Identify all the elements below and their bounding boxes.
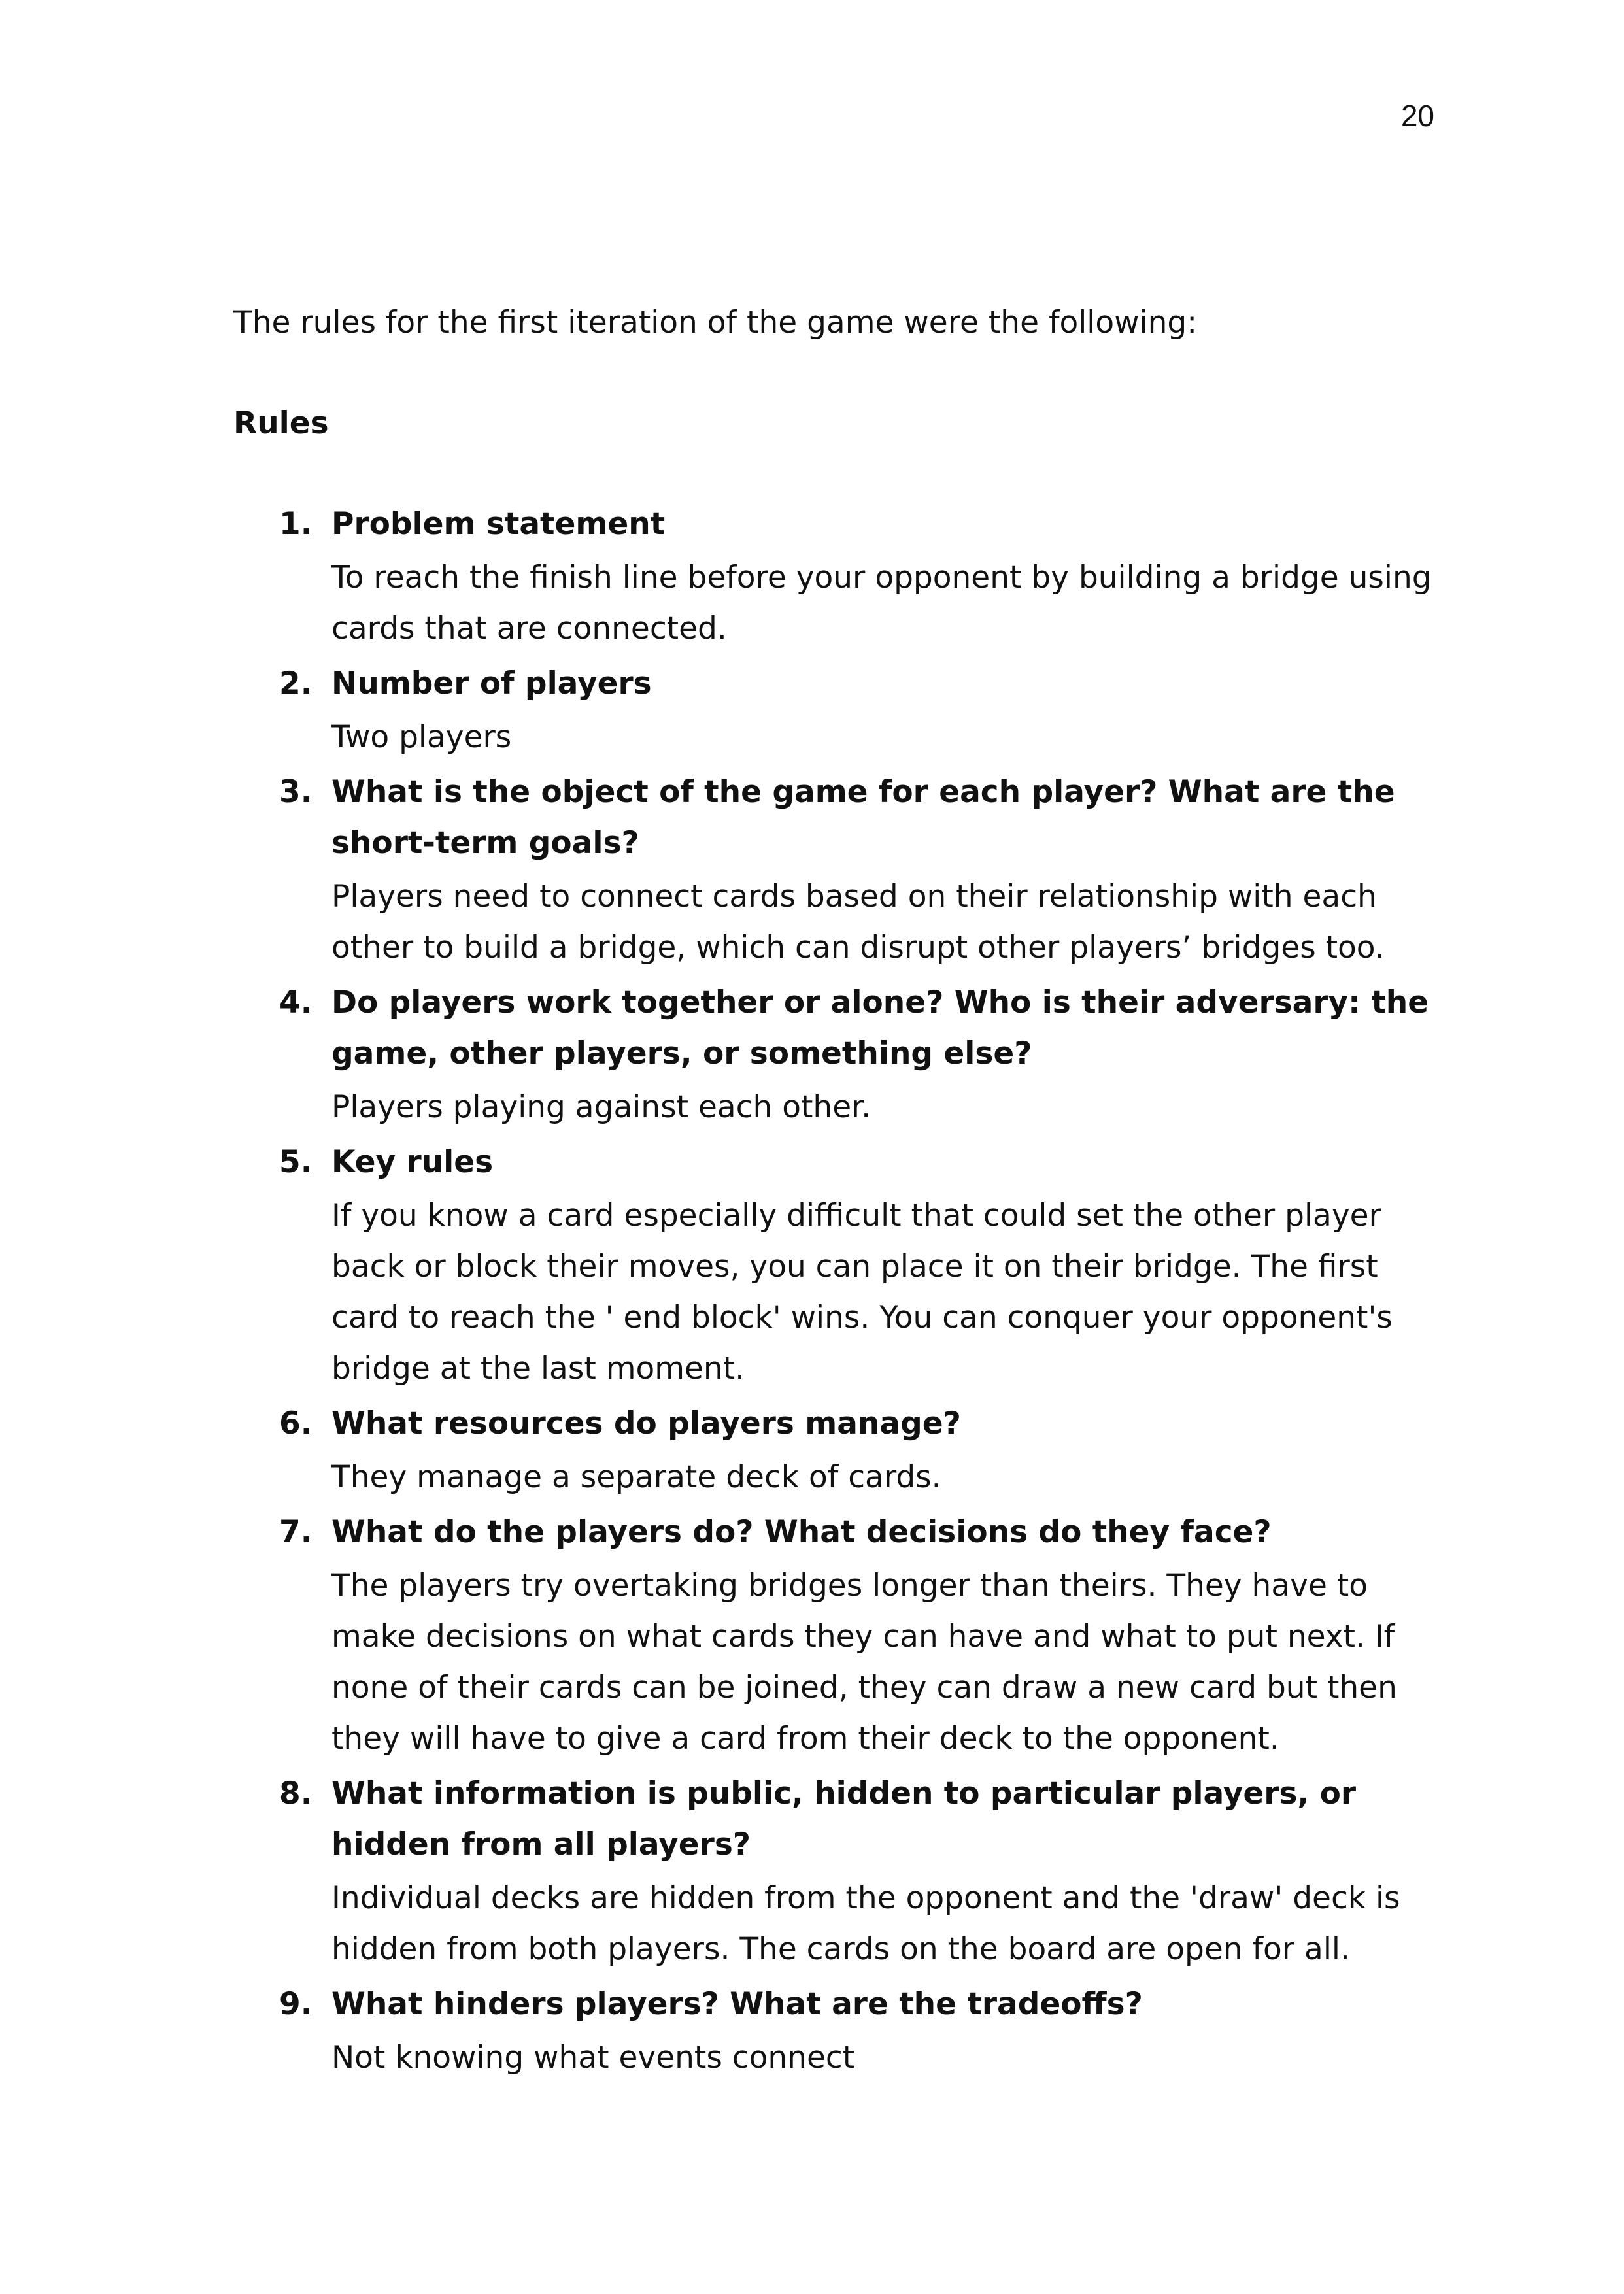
list-item: [233, 499, 1436, 654]
item-answer: Two players: [331, 719, 512, 755]
item-question: Number of players: [331, 666, 652, 701]
item-answer: Not knowing what events connect: [331, 2040, 855, 2076]
item-number: 6.: [279, 1406, 313, 1442]
item-number: 2.: [279, 666, 313, 701]
item-number: 4.: [279, 985, 313, 1020]
list-item: [233, 1398, 1436, 1503]
item-answer: They manage a separate deck of cards.: [331, 1459, 941, 1495]
item-number: 5.: [279, 1144, 313, 1180]
list-item: [233, 658, 1436, 763]
item-question: What do the players do? What decisions do they face?: [331, 1514, 1272, 1550]
item-answer: Individual decks are hidden from the opponent and the 'draw' deck is hidden from both players. The cards on the board are open for all.: [331, 1880, 1400, 1967]
item-question: What information is public, hidden to particular players, or hidden from all players?: [331, 1776, 1357, 1863]
item-question: Key rules: [331, 1144, 494, 1180]
item-answer: Players need to connect cards based on their relationship with each other to build a bridge, which can disrupt other players’ bridges too.: [331, 879, 1385, 966]
document-body: [233, 297, 1436, 2087]
item-number: 1.: [279, 506, 313, 542]
list-item: [233, 1768, 1436, 1975]
item-answer: If you know a card especially difficult that could set the other player back or block their moves, you can place it on their bridge. The first card to reach the ' end block' wins. You can conquer your opponent's bridge at the last moment.: [331, 1198, 1393, 1387]
list-item: [233, 1507, 1436, 1764]
item-answer: Players playing against each other.: [331, 1089, 871, 1125]
item-question: What resources do players manage?: [331, 1406, 961, 1442]
list-item: [233, 1137, 1436, 1394]
page-number: 20: [1400, 99, 1434, 133]
item-number: 8.: [279, 1776, 313, 1812]
rules-heading: Rules: [233, 405, 329, 441]
intro-paragraph: The rules for the first iteration of the game were the following:: [233, 305, 1198, 341]
item-number: 3.: [279, 774, 313, 810]
list-item: [233, 977, 1436, 1133]
item-number: 9.: [279, 1986, 313, 2022]
list-item: [233, 1979, 1436, 2083]
rules-list: [233, 499, 1436, 2083]
item-question: What is the object of the game for each player? What are the short-term goals?: [331, 774, 1395, 861]
item-answer: To reach the finish line before your opponent by building a bridge using cards that are connected.: [331, 560, 1432, 647]
item-answer: The players try overtaking bridges longer than theirs. They have to make decisions on what cards they can have and what to put next. If none of their cards can be joined, they can draw a new card but then they will have to give a card from their deck to the opponent.: [331, 1568, 1397, 1757]
item-question: Do players work together or alone? Who is their adversary: the game, other players, or something else?: [331, 985, 1429, 1071]
item-question: Problem statement: [331, 506, 666, 542]
item-number: 7.: [279, 1514, 313, 1550]
list-item: [233, 767, 1436, 973]
item-question: What hinders players? What are the tradeoffs?: [331, 1986, 1143, 2022]
